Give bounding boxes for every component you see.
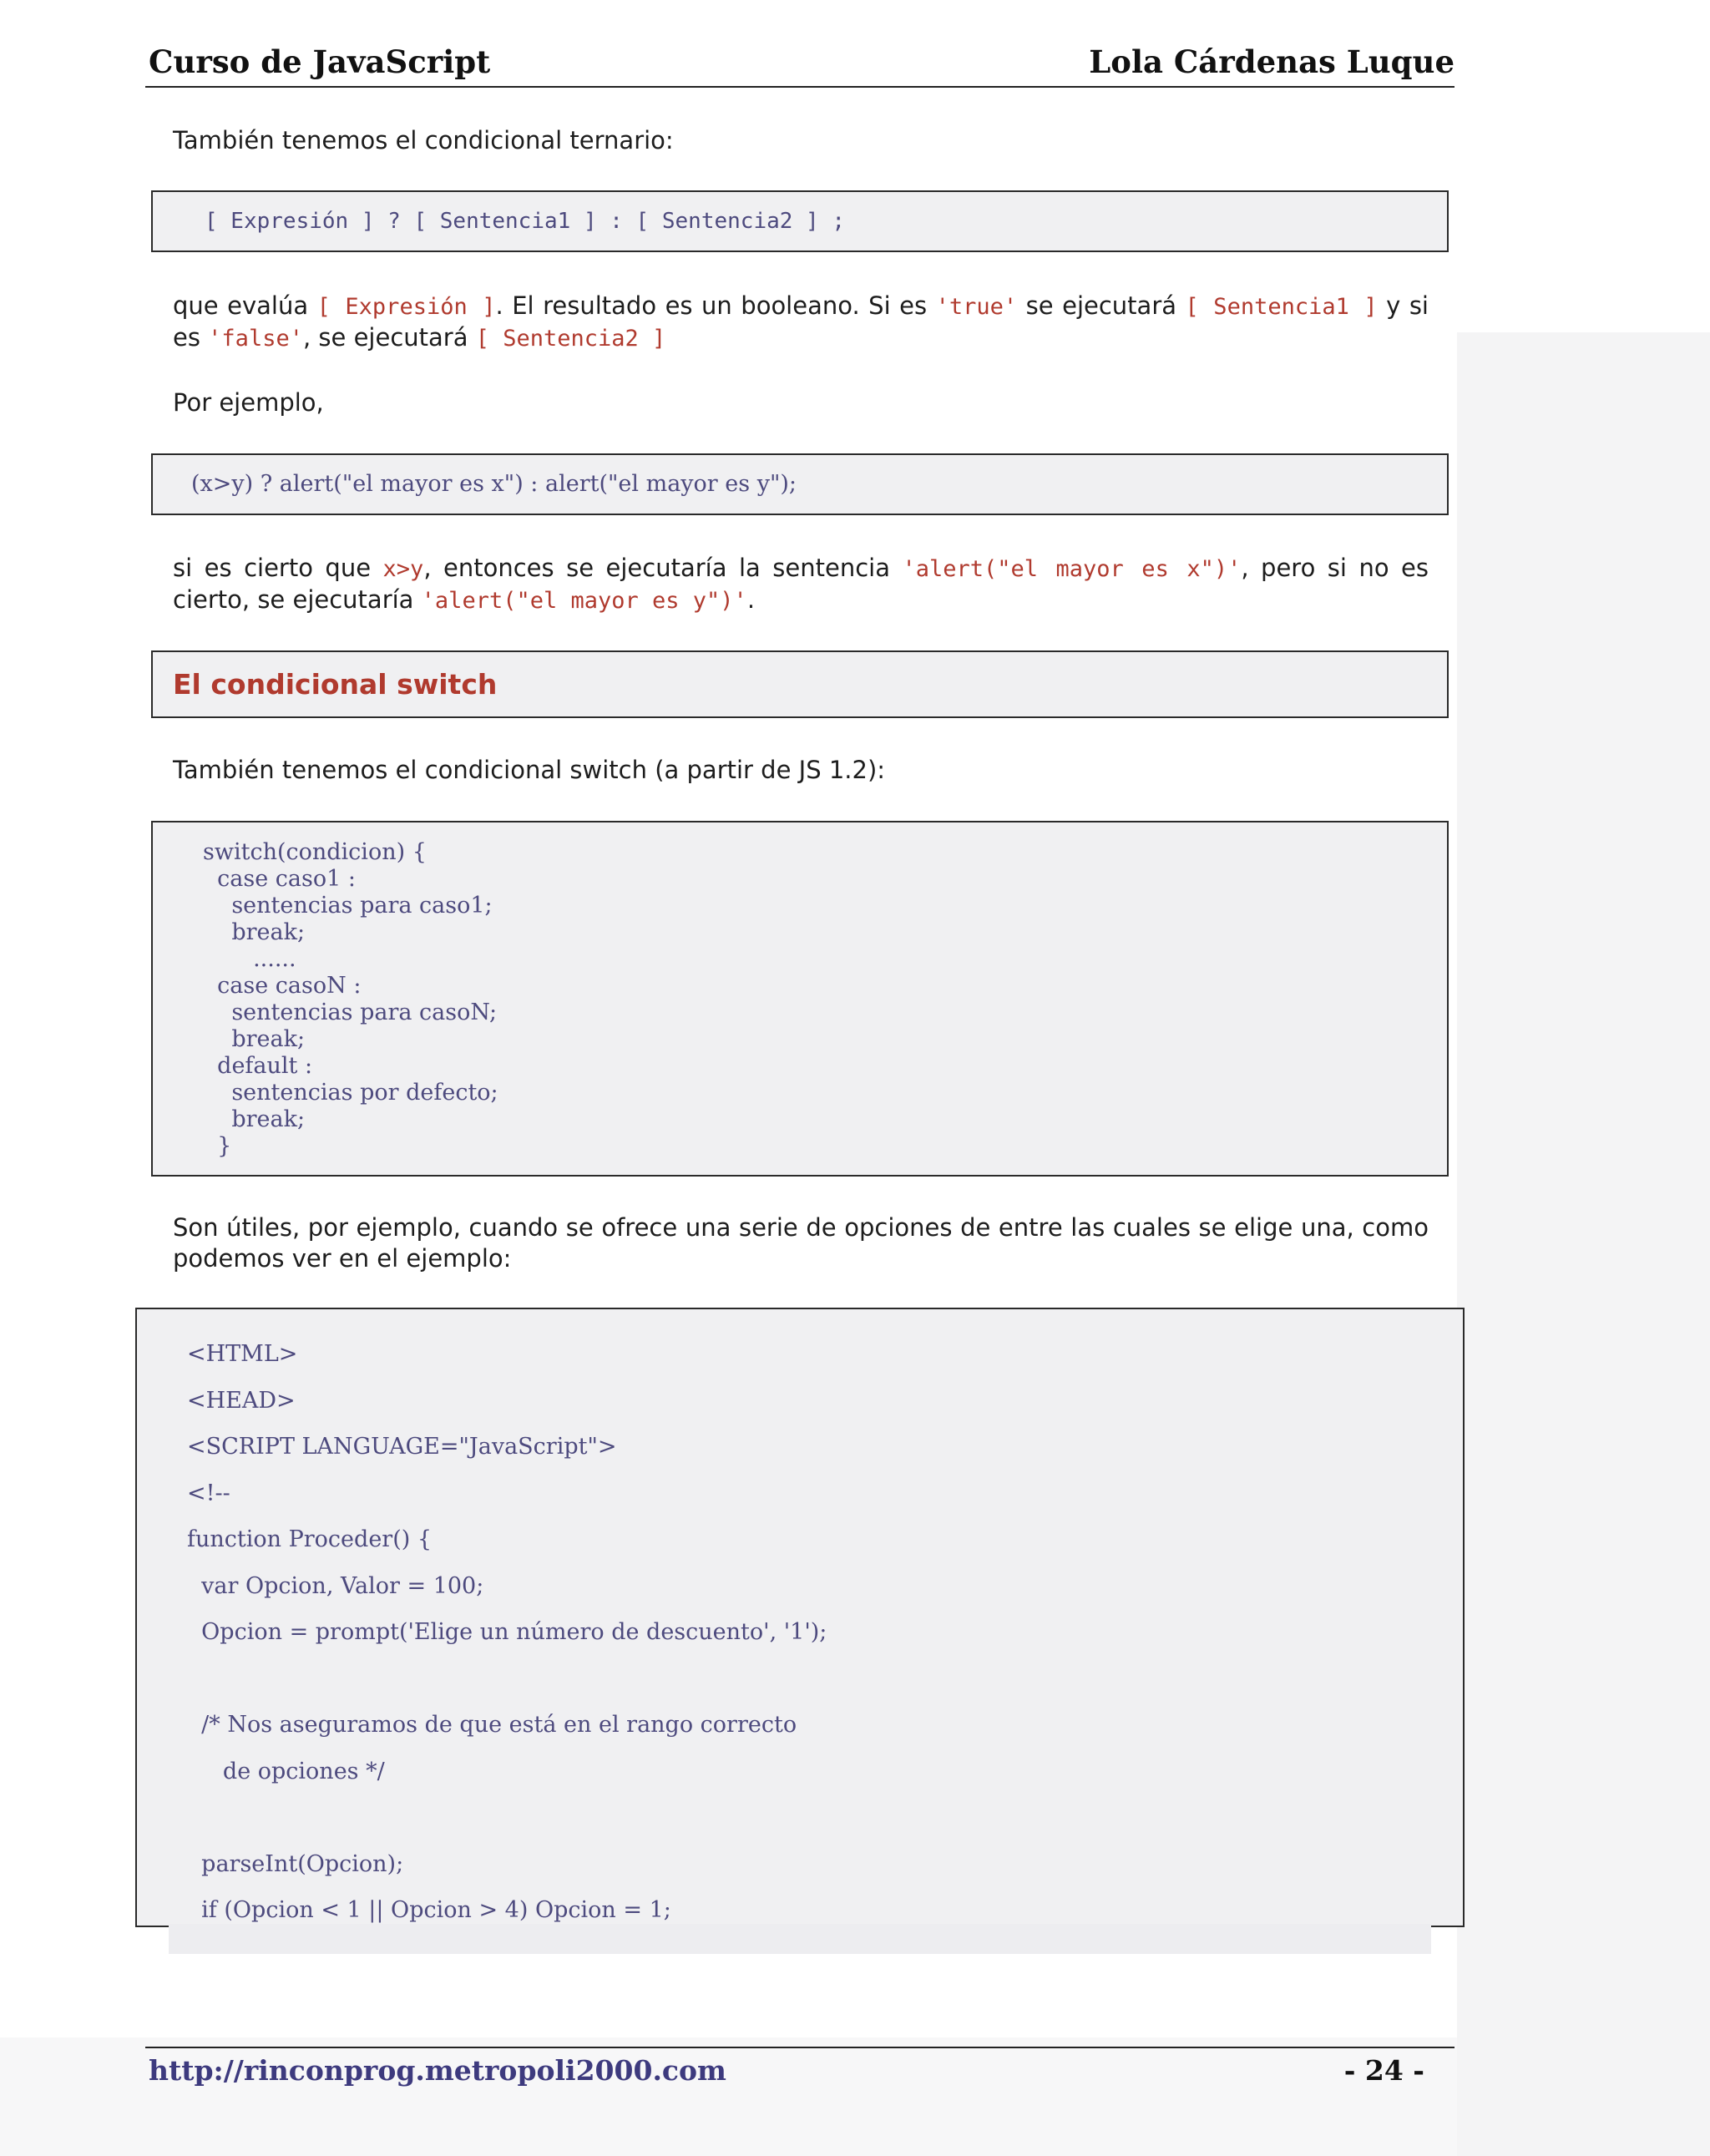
example-code-line: <HEAD> xyxy=(187,1387,296,1414)
switch-code-line: case caso1 : xyxy=(203,866,356,892)
explain-code-sentencia2: [ Sentencia2 ] xyxy=(475,326,666,352)
useful-text: Son útiles, por ejemplo, cuando se ofrece una serie de opciones de entre las cuales se elige una, como podemos ver en el ejemplo: xyxy=(173,1213,1429,1273)
explain2-text-3: , pero si no es cierto, se ejecutaría xyxy=(173,554,1429,614)
header-rule xyxy=(145,86,1455,88)
explain-code-sentencia1: [ Sentencia1 ] xyxy=(1185,294,1378,320)
switch-code-line: } xyxy=(203,1133,232,1159)
explain2-text-4: . xyxy=(746,585,756,614)
explain2-code-alert-x: 'alert("el mayor es x")' xyxy=(902,556,1242,582)
explain2-text-1: si es cierto que xyxy=(173,554,383,582)
explain-code-false: 'false' xyxy=(208,326,303,352)
page-number: - 24 - xyxy=(1343,2054,1424,2087)
explain-code-expresion: [ Expresión ] xyxy=(316,294,496,320)
explain-text-3: se ejecutará xyxy=(1017,291,1186,320)
explain2-text-2: , entonces se ejecutaría la sentencia xyxy=(423,554,903,582)
ternary-syntax-code: [ Expresión ] ? [ Sentencia1 ] : [ Sentencia2 ] ; xyxy=(205,209,846,234)
example-code-line: de opciones */ xyxy=(187,1758,385,1784)
example-code-line: <HTML> xyxy=(187,1341,298,1367)
example-code-line: <!-- xyxy=(187,1480,230,1506)
switch-code-line: sentencias para casoN; xyxy=(203,1000,498,1025)
header-title: Curso de JavaScript xyxy=(149,43,491,80)
ternary-example-code: (x>y) ? alert("el mayor es x") : alert("el mayor es y"); xyxy=(191,471,797,497)
ternary-example-explanation xyxy=(173,553,1429,616)
explain-text-5: , se ejecutará xyxy=(302,323,476,352)
switch-code-line: break; xyxy=(203,919,306,945)
example-code-line: Opcion = prompt('Elige un número de descuento', '1'); xyxy=(187,1619,827,1645)
intro-switch-text: También tenemos el condicional switch (a partir de JS 1.2): xyxy=(173,756,886,784)
page-background-right xyxy=(1457,332,1710,2156)
switch-code-line: default : xyxy=(203,1053,313,1079)
switch-code-line: sentencias por defecto; xyxy=(203,1080,498,1106)
ternary-syntax-box xyxy=(151,190,1449,252)
switch-code-line: sentencias para caso1; xyxy=(203,893,493,919)
example-label: Por ejemplo, xyxy=(173,388,324,417)
intro-ternary-text: También tenemos el condicional ternario: xyxy=(173,126,674,154)
switch-code-line: break; xyxy=(203,1026,306,1052)
explain-text-1: que evalúa xyxy=(173,291,317,320)
footer-rule xyxy=(145,2047,1455,2048)
explain-code-true: 'true' xyxy=(935,294,1018,320)
ternary-explanation xyxy=(173,291,1429,354)
example-code-line: var Opcion, Valor = 100; xyxy=(187,1572,484,1599)
footer-url-link[interactable]: http://rinconprog.metropoli2000.com xyxy=(149,2054,726,2087)
example-code-line: if (Opcion < 1 || Opcion > 4) Opcion = 1; xyxy=(187,1897,671,1923)
ternary-example-box xyxy=(151,453,1449,515)
switch-code-line: switch(condicion) { xyxy=(203,839,427,865)
header-author: Lola Cárdenas Luque xyxy=(1089,43,1455,80)
explain2-code-alert-y: 'alert("el mayor es y")' xyxy=(421,588,747,614)
example-code-line: /* Nos aseguramos de que está en el rango correcto xyxy=(187,1712,797,1738)
explain-text-4: y si es xyxy=(173,291,1429,352)
example-code-line: <SCRIPT LANGUAGE="JavaScript"> xyxy=(187,1434,617,1460)
explain-text-2: . El resultado es un booleano. Si es xyxy=(495,291,936,320)
switch-code-line: ...... xyxy=(203,946,296,972)
example-code-line: function Proceder() { xyxy=(187,1526,433,1552)
switch-code-line: break; xyxy=(203,1106,306,1132)
section-title: El condicional switch xyxy=(173,668,498,701)
switch-code-line: case casoN : xyxy=(203,973,362,999)
example-code-line: parseInt(Opcion); xyxy=(187,1850,404,1877)
explain2-code-condition: x>y xyxy=(382,556,424,582)
code-box-shadow xyxy=(169,1924,1431,1954)
example-code-box xyxy=(135,1308,1465,1927)
switch-code-box xyxy=(151,821,1449,1177)
